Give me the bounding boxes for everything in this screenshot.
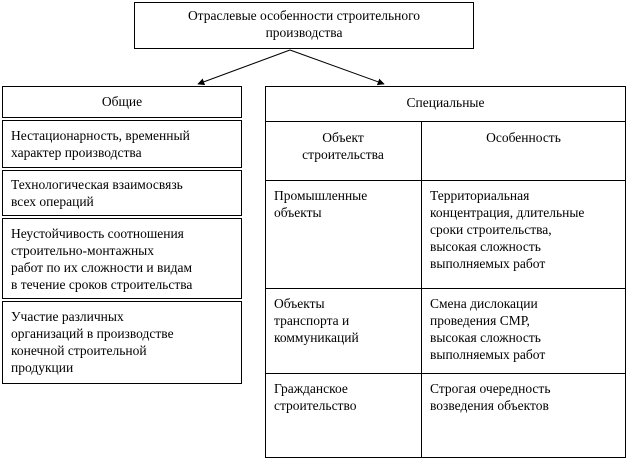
special-row-divider-2	[265, 288, 626, 289]
general-item-2-text: Технологическая взаимосвязь всех операций	[11, 177, 183, 209]
special-row-divider-1	[265, 180, 626, 181]
row-1-object: Промышленные объекты	[274, 188, 368, 220]
root-label: Отраслевые особенности строительного производства	[187, 8, 421, 40]
special-row-divider-3	[265, 373, 626, 374]
general-item-4-text: Участие различных организаций в производстве конечной строительной продукции	[11, 309, 174, 375]
row-2-object: Объекты транспорта и коммуникаций	[274, 296, 359, 345]
special-col-divider	[421, 121, 422, 458]
arrow-to-special	[290, 50, 384, 84]
col-header-object: Объект строительства	[302, 130, 384, 162]
general-item-3-text: Неустойчивость соотношения строительно-монтажных работ по их сложности и видам в течение сроков строительства	[11, 226, 193, 292]
row-1-feature: Территориальная концентрация, длительные сроки строительства, высокая сложность выполняемых работ	[430, 188, 585, 271]
special-header: Специальные	[406, 95, 485, 110]
row-3-feature: Строгая очередность возведения объектов	[430, 381, 551, 413]
row-2-feature: Смена дислокации проведения СМР, высокая сложность выполняемых работ	[430, 296, 546, 362]
row-3-object: Гражданское строительство	[274, 381, 357, 413]
general-header: Общие	[101, 94, 143, 109]
col-header-feature: Особенность	[486, 130, 561, 145]
general-item-1-text: Нестационарность, временный характер производства	[11, 128, 190, 160]
arrow-to-general	[198, 50, 290, 84]
